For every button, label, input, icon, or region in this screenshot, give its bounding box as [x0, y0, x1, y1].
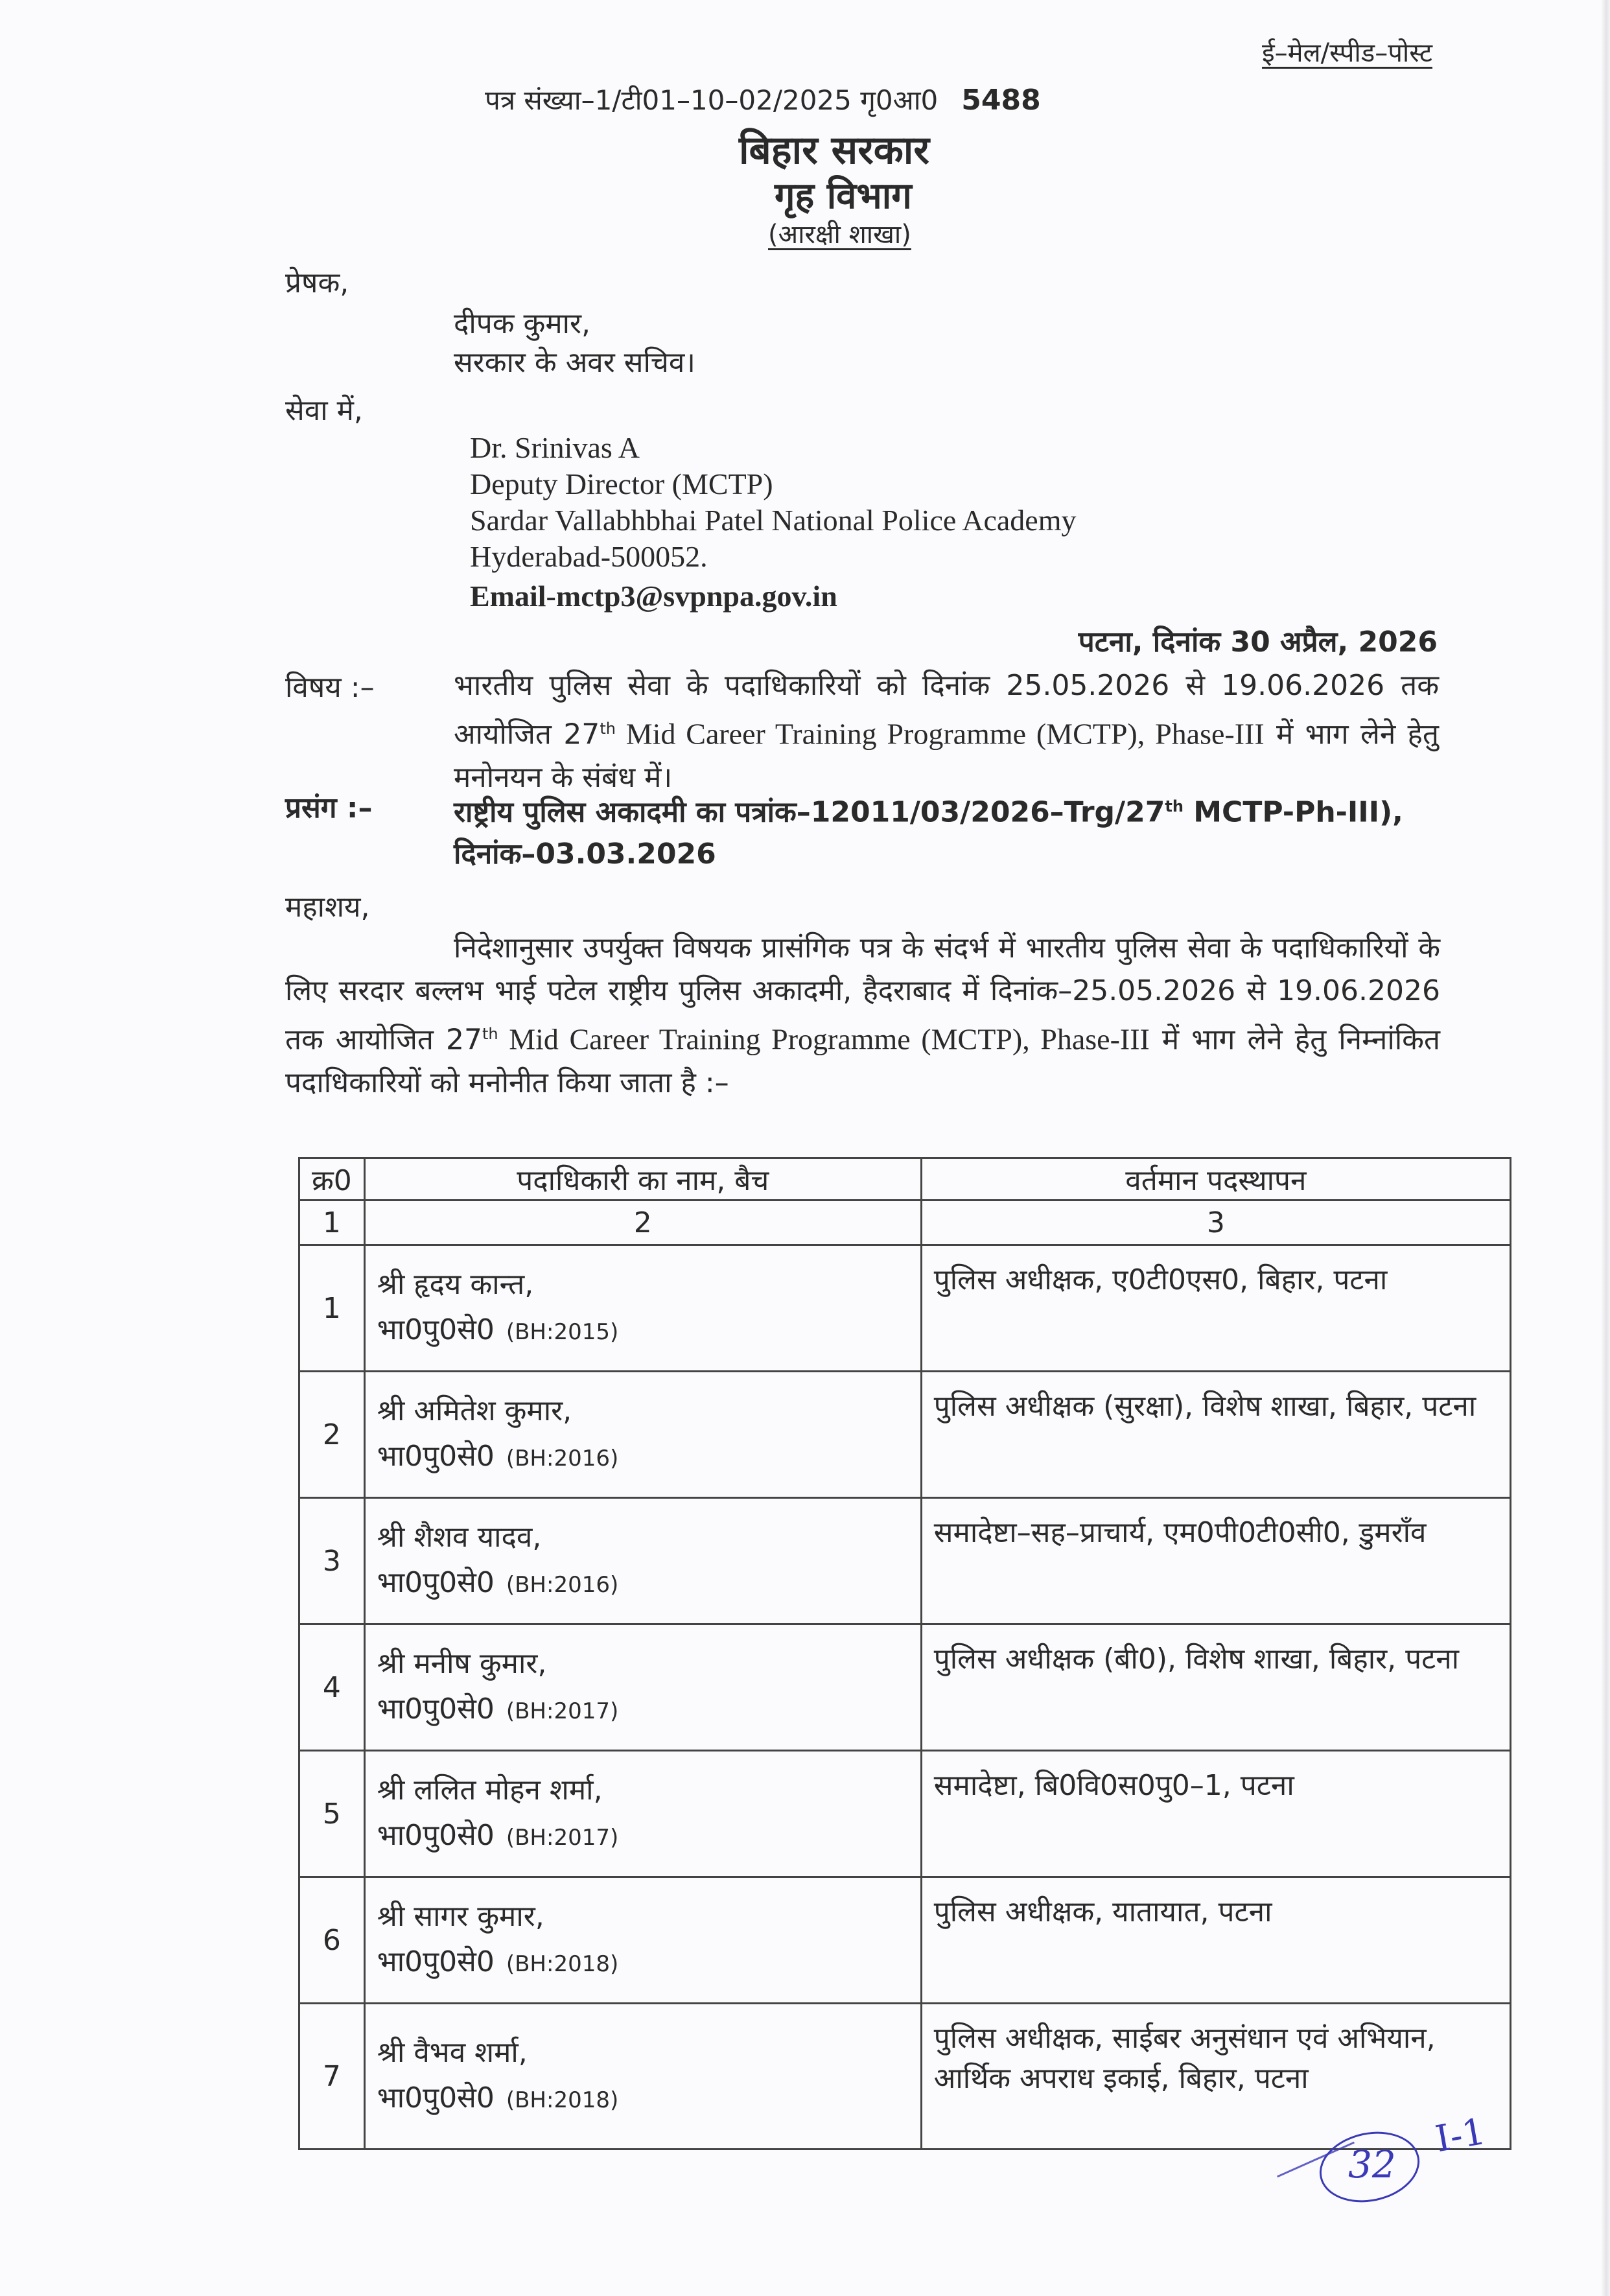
body-programme: Mid Career Training Programme (MCTP), Phase-III: [498, 1022, 1150, 1056]
letter-number: 5488: [961, 84, 1041, 117]
serial-number: 6: [299, 1877, 365, 2004]
header-serial: क्र0: [299, 1158, 365, 1201]
sender-name: दीपक कुमार,: [454, 307, 591, 340]
service-code: भा0पु0से0: [377, 1945, 495, 1978]
branch-name: (आरक्षी शाखा): [768, 220, 911, 250]
government-name: बिहार सरकार: [739, 128, 929, 173]
reference-text-part2: MCTP-Ph-III), दिनांक–03.03.2026: [454, 795, 1403, 871]
scan-edge: [1601, 0, 1610, 2296]
service-code: भा0पु0से0: [377, 2081, 495, 2114]
service-code: भा0पु0से0: [377, 1692, 495, 1726]
officer-name: श्री मनीष कुमार,: [377, 1646, 547, 1680]
salutation: महाशय,: [285, 891, 370, 924]
recipient-designation: Deputy Director (MCTP): [470, 467, 773, 500]
recipient-label: सेवा में,: [285, 394, 363, 427]
ordinal-suffix: th: [1165, 797, 1184, 815]
officer-cell: [364, 1245, 921, 1372]
table-header-row: [299, 1158, 1511, 1201]
table-row: [299, 1877, 1511, 2004]
department-name: गृह विभाग: [775, 175, 912, 217]
header-name-batch: पदाधिकारी का नाम, बैच: [364, 1158, 921, 1201]
serial-number: 5: [299, 1751, 365, 1877]
column-number: 3: [921, 1201, 1510, 1245]
officer-name: श्री वैभव शर्मा,: [377, 2035, 528, 2069]
service-code: भा0पु0से0: [377, 1565, 495, 1599]
officer-service: [377, 1560, 909, 1608]
current-posting: पुलिस अधीक्षक (बी0), विशेष शाखा, बिहार, पटना: [921, 1624, 1510, 1751]
letter-date: पटना, दिनांक 30 अप्रैल, 2026: [1078, 626, 1438, 659]
current-posting: पुलिस अधीक्षक, ए0टी0एस0, बिहार, पटना: [921, 1245, 1510, 1372]
recipient-city: Hyderabad-500052.: [470, 540, 708, 573]
subject-text-part1: भारतीय पुलिस सेवा के पदाधिकारियों को दिनांक 25.05.2026 से 19.06.2026 तक आयोजित 27: [454, 669, 1439, 751]
officer-name: श्री हृदय कान्त,: [377, 1267, 534, 1301]
column-number: 2: [364, 1201, 921, 1245]
current-posting: पुलिस अधीक्षक (सुरक्षा), विशेष शाखा, बिहार, पटना: [921, 1372, 1510, 1498]
officer-name: श्री ललित मोहन शर्मा,: [377, 1773, 603, 1807]
column-number-row: [299, 1201, 1511, 1245]
table-row: [299, 1751, 1511, 1877]
subject-text: [454, 664, 1439, 799]
current-posting: पुलिस अधीक्षक, साईबर अनुसंधान एवं अभियान, आर्थिक अपराध इकाई, बिहार, पटना: [921, 2004, 1510, 2150]
recipient-name: Dr. Srinivas A: [470, 431, 640, 464]
column-number: 1: [299, 1201, 365, 1245]
officer-cell: [364, 2004, 921, 2150]
ordinal-suffix: th: [600, 720, 616, 738]
batch: (BH:2016): [506, 1571, 619, 1598]
nominees-table: [298, 1157, 1511, 2150]
subject-label: विषय :–: [285, 671, 375, 704]
serial-number: 1: [299, 1245, 365, 1372]
serial-number: 4: [299, 1624, 365, 1751]
serial-number: 2: [299, 1372, 365, 1498]
service-code: भा0पु0से0: [377, 1439, 495, 1473]
officer-service: [377, 1939, 909, 1987]
ordinal-suffix: th: [482, 1025, 498, 1043]
batch: (BH:2016): [506, 1445, 619, 1471]
batch: (BH:2018): [506, 1950, 619, 1977]
officer-name: श्री सागर कुमार,: [377, 1899, 544, 1933]
officer-service: [377, 1307, 909, 1355]
officer-cell: [364, 1372, 921, 1498]
body-paragraph: [285, 927, 1440, 1105]
officer-service: [377, 1434, 909, 1481]
reference-label: प्रसंग :–: [285, 791, 373, 825]
serial-number: 3: [299, 1498, 365, 1624]
current-posting: समादेष्टा, बि0वि0स0पु0–1, पटना: [921, 1751, 1510, 1877]
officer-name: श्री अमितेश कुमार,: [377, 1394, 572, 1427]
batch: (BH:2018): [506, 2087, 619, 2113]
handwritten-mark: I-1: [1432, 2110, 1489, 2161]
table-row: [299, 1245, 1511, 1372]
dispatch-mode: ई–मेल/स्पीड–पोस्ट: [1262, 38, 1432, 68]
officer-service: [377, 1687, 909, 1734]
sender-designation: सरकार के अवर सचिव।: [454, 346, 695, 379]
subject-text-part3: में भाग लेने हेतु मनोनयन के संबंध में।: [454, 718, 1440, 794]
recipient-email[interactable]: Email-mctp3@svpnpa.gov.in: [470, 580, 837, 613]
letter-number-prefix: पत्र संख्या–1/टी01–10–02/2025 गृ0आ0: [485, 84, 939, 116]
officer-service: [377, 2076, 909, 2123]
current-posting: पुलिस अधीक्षक, यातायात, पटना: [921, 1877, 1510, 2004]
body-part1: निदेशानुसार उपर्युक्त विषयक प्रासंगिक पत्र के संदर्भ में भारतीय पुलिस सेवा के पदाधिकारियों के लिए सरदार बल्लभ भाई पटेल राष्ट्रीय पुलिस अकादमी, हैदराबाद में दिनांक–25.05.2026 से 19.06.2026 तक आयोजित 27: [285, 931, 1440, 1057]
current-posting: समादेष्टा–सह–प्राचार्य, एम0पी0टी0सी0, डुमराँव: [921, 1498, 1510, 1624]
officer-name: श्री शैशव यादव,: [377, 1520, 542, 1554]
table-row: [299, 2004, 1511, 2150]
officer-cell: [364, 1498, 921, 1624]
batch: (BH:2015): [506, 1318, 619, 1345]
handwritten-page-number: 32: [1348, 2142, 1396, 2186]
recipient-organization: Sardar Vallabhbhai Patel National Police Academy: [470, 504, 1077, 537]
batch: (BH:2017): [506, 1824, 619, 1851]
officer-service: [377, 1813, 909, 1860]
service-code: भा0पु0से0: [377, 1818, 495, 1852]
service-code: भा0पु0से0: [377, 1313, 495, 1346]
sender-label: प्रेषक,: [285, 266, 349, 299]
batch: (BH:2017): [506, 1698, 619, 1724]
serial-number: 7: [299, 2004, 365, 2150]
reference-text-part1: राष्ट्रीय पुलिस अकादमी का पत्रांक–12011/03/2026–Trg/27: [454, 795, 1165, 829]
officer-cell: [364, 1751, 921, 1877]
reference-text: [454, 786, 1439, 875]
officer-cell: [364, 1624, 921, 1751]
subject-programme: Mid Career Training Programme (MCTP), Phase-III: [615, 717, 1265, 751]
officer-cell: [364, 1877, 921, 2004]
letter-number-line: [485, 81, 1041, 118]
table-row: [299, 1498, 1511, 1624]
table-row: [299, 1372, 1511, 1498]
header-current-posting: वर्तमान पदस्थापन: [921, 1158, 1510, 1201]
table-row: [299, 1624, 1511, 1751]
body-part3: में भाग लेने हेतु निम्नांकित पदाधिकारियों को मनोनीत किया जाता है :–: [285, 1023, 1441, 1099]
